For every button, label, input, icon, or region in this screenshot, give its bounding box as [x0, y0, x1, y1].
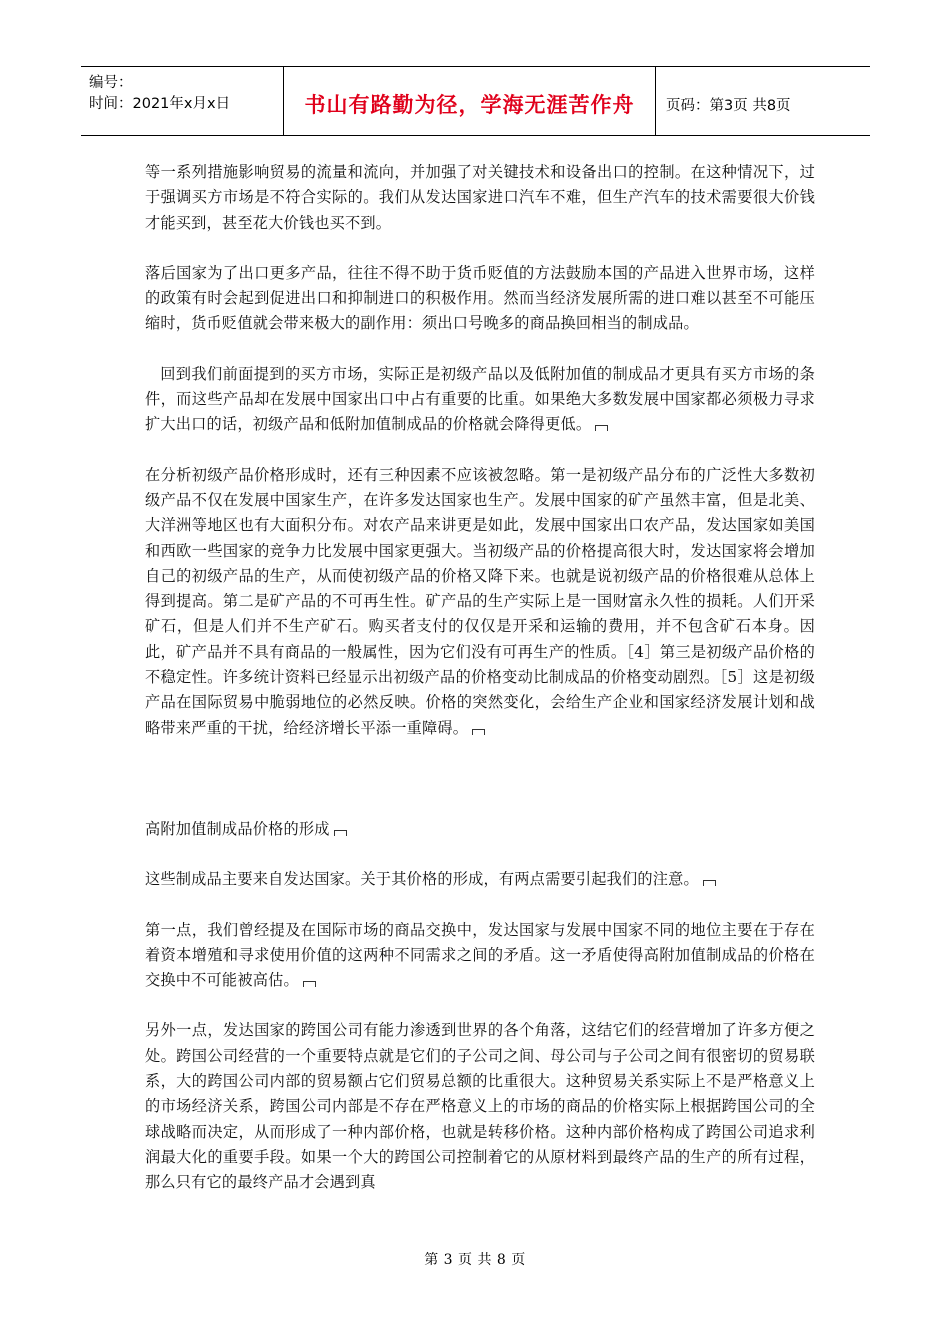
paragraph-text: 另外一点，发达国家的跨国公司有能力渗透到世界的各个角落，这结它们的经营增加了许多方便之处。跨国公司经营的一个重要特点就是它们的子公司之间、母公司与子公司之间有很密切的贸易联系，大的跨国公司内部的贸易额占它们贸易总额的比重很大。这种贸易关系实际上不是严格意义上的市场经济关系，跨国公司内部是不存在严格意义上的市场的商品的价格实际上根据跨国公司的全球战略而决定，从而形成了一种内部价格，也就是转移价格。这种内部价格构成了跨国公司追求利润最大化的重要手段。如果一个大的跨国公司控制着它的从原材料到最终产品的生产的所有过程，那么只有它的最终产品才会遇到真 [145, 1021, 815, 1192]
paragraph-mark-icon [472, 729, 485, 735]
paragraph-text: 在分析初级产品价格形成时，还有三种因素不应该被忽略。第一是初级产品分布的广泛性大多数初级产品不仅在发展中国家生产，在许多发达国家也生产。发展中国家的矿产虽然丰富，但是北美、大洋洲等地区也有大面积分布。对农产品来讲更是如此，发展中国家出口农产品，发达国家如美国和西欧一些国家的竞争力比发展中国家更强大。当初级产品的价格提高很大时，发达国家将会增加自己的初级产品的生产，从而使初级产品的价格又降下来。也就是说初级产品的价格很难从总体上得到提高。第二是矿产品的不可再生性。矿产品的生产实际上是一国财富永久性的损耗。人们开采矿石，但是人们并不生产矿石。购买者支付的仅仅是开采和运输的费用，并不包含矿石本身。因此，矿产品并不具有商品的一般属性，因为它们没有可再生产的性质。［4］第三是初级产品价格的不稳定性。许多统计资料已经显示出初级产品的价格变动比制成品的价格变动剧烈。［5］这是初级产品在国际贸易中脆弱地位的必然反映。价格的突然变化，会给生产企业和国家经济发展计划和战略带来严重的干扰，给经济增长平添一重障碍。 [145, 465, 815, 737]
paragraph [145, 918, 815, 994]
paragraph-text: 落后国家为了出口更多产品，往往不得不助于货币贬值的方法鼓励本国的产品进入世界市场，这样的政策有时会起到促进出口和抑制进口的积极作用。然而当经济发展所需的进口难以甚至不可能压缩时，货币贬值就会带来极大的副作用：须出口号晚多的商品换回相当的制成品。 [145, 263, 815, 333]
paragraph [145, 1018, 815, 1195]
paragraph-text: 等一系列措施影响贸易的流量和流向，并加强了对关键技术和设备出口的控制。在这种情况下，过于强调买方市场是不符合实际的。我们从发达国家进口汽车不难，但生产汽车的技术需要很大价钱才能买到，甚至花大价钱也买不到。 [145, 163, 815, 232]
paragraph-text: 回到我们前面提到的买方市场，实际正是初级产品以及低附加值的制成品才更具有买方市场的条件，而这些产品却在发展中国家出口中占有重要的比重。如果绝大多数发展中国家都必须极力寻求扩大出口的话，初级产品和低附加值制成品的价格就会降得更低。 [145, 364, 815, 434]
paragraph-mark-icon [703, 880, 716, 886]
page-footer [0, 1249, 950, 1269]
paragraph [145, 463, 815, 741]
doc-number-label: 编号： [89, 75, 133, 91]
paragraph-mark-icon [595, 425, 608, 431]
footer-page-number: 第 3 页 共 8 页 [424, 1252, 526, 1268]
paragraph [145, 160, 815, 236]
paragraph-mark-icon [303, 981, 316, 987]
paragraph [145, 362, 815, 438]
paragraph-mark-icon [334, 830, 347, 836]
paragraph [145, 867, 815, 892]
section-heading [145, 817, 815, 842]
header-motto-cell [284, 67, 656, 135]
paragraph-text: 第一点，我们曾经提及在国际市场的商品交换中，发达国家与发展中国家不同的地位主要在于存在着资本增殖和寻求使用价值的这两种不同需求之间的矛盾。这一矛盾使得高附加值制成品的价格在交换中不可能被高估。 [145, 920, 815, 990]
motto-text: 书山有路勤为径，学海无涯苦作舟 [304, 93, 635, 117]
date-label: 时间：2021年x月x日 [89, 96, 231, 112]
paragraph [145, 261, 815, 337]
page-header [81, 66, 870, 136]
paragraph-text: 这些制成品主要来自发达国家。关于其价格的形成，有两点需要引起我们的注意。 [145, 870, 699, 889]
header-meta [81, 67, 284, 135]
page-info-text: 页码：第3页 共8页 [666, 97, 791, 114]
header-page-info [656, 67, 870, 135]
section-heading-text: 高附加值制成品价格的形成 [145, 819, 330, 838]
document-body [145, 160, 815, 1196]
